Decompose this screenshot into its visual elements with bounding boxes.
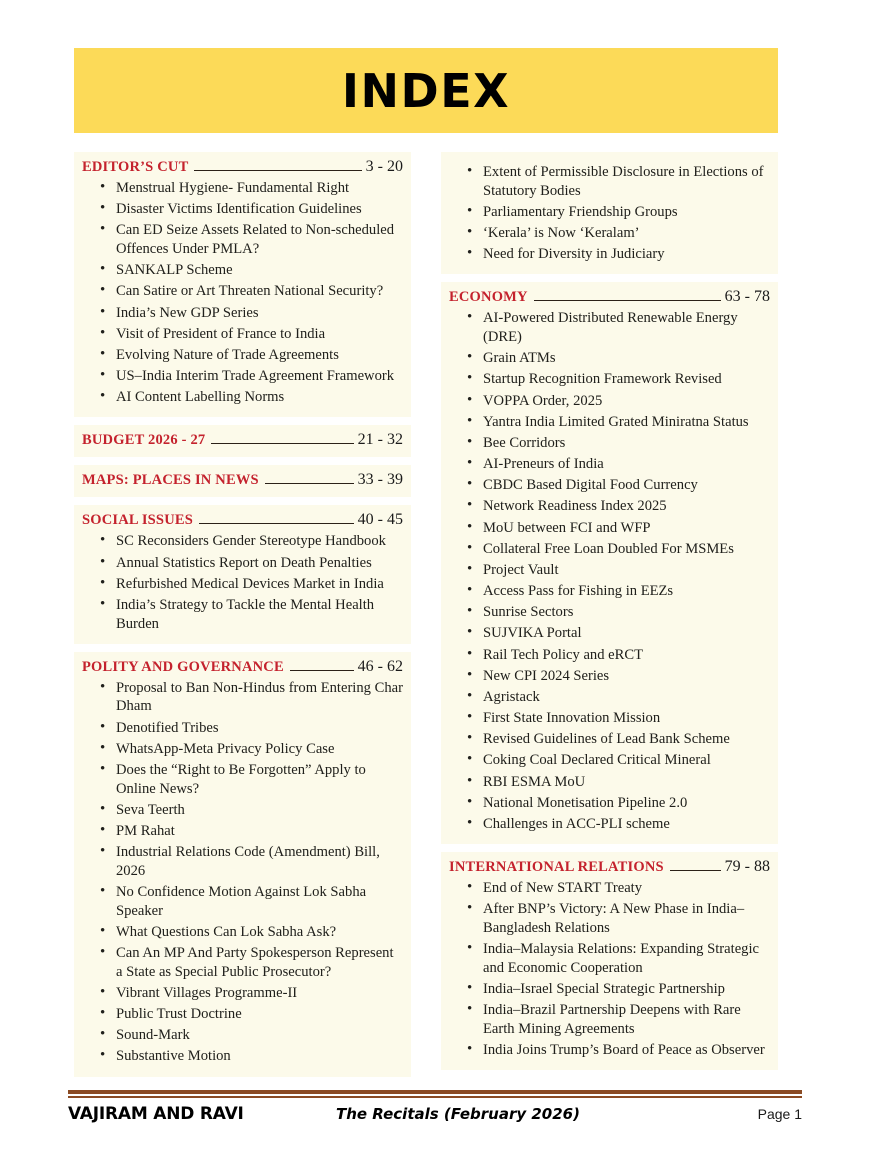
list-item[interactable]: • Refurbished Medical Devices Market in India bbox=[100, 575, 403, 594]
index-section bbox=[74, 465, 411, 497]
list-item[interactable]: • National Monetisation Pipeline 2.0 bbox=[467, 794, 770, 813]
list-item[interactable]: • Sunrise Sectors bbox=[467, 603, 770, 622]
index-section bbox=[441, 282, 778, 844]
list-item[interactable]: • Disaster Victims Identification Guidelines bbox=[100, 200, 403, 219]
list-item[interactable]: • Does the “Right to Be Forgotten” Apply to Online News? bbox=[100, 761, 403, 798]
list-item[interactable]: • Menstrual Hygiene- Fundamental Right bbox=[100, 179, 403, 198]
section-header[interactable] bbox=[82, 158, 403, 176]
section-page-range: 40 - 45 bbox=[357, 511, 403, 529]
list-item[interactable]: • Can Satire or Art Threaten National Security? bbox=[100, 282, 403, 301]
list-item[interactable]: • First State Innovation Mission bbox=[467, 709, 770, 728]
index-section bbox=[74, 505, 411, 643]
list-item[interactable]: • Seva Teerth bbox=[100, 801, 403, 820]
leader-rule bbox=[199, 523, 354, 524]
list-item[interactable]: • MoU between FCI and WFP bbox=[467, 519, 770, 538]
list-item[interactable]: • PM Rahat bbox=[100, 822, 403, 841]
section-page-range: 21 - 32 bbox=[357, 431, 403, 449]
list-item[interactable]: • ‘Kerala’ is Now ‘Keralam’ bbox=[467, 224, 770, 243]
list-item[interactable]: • Visit of President of France to India bbox=[100, 325, 403, 344]
section-page-range: 63 - 78 bbox=[724, 288, 770, 306]
section-title: EDITOR’S CUT bbox=[82, 159, 189, 175]
list-item[interactable]: • Bee Corridors bbox=[467, 434, 770, 453]
list-item[interactable]: • Can ED Seize Assets Related to Non-scheduled Offences Under PMLA? bbox=[100, 221, 403, 258]
footer-page-number: Page 1 bbox=[757, 1106, 802, 1122]
footer-rule-thin bbox=[68, 1096, 802, 1098]
list-item[interactable]: • What Questions Can Lok Sabha Ask? bbox=[100, 923, 403, 942]
list-item[interactable]: • CBDC Based Digital Food Currency bbox=[467, 476, 770, 495]
list-item[interactable]: • Coking Coal Declared Critical Mineral bbox=[467, 751, 770, 770]
list-item[interactable]: • Collateral Free Loan Doubled For MSMEs bbox=[467, 540, 770, 559]
list-item[interactable]: • SANKALP Scheme bbox=[100, 261, 403, 280]
section-page-range: 46 - 62 bbox=[357, 657, 403, 675]
list-item[interactable]: • Annual Statistics Report on Death Penalties bbox=[100, 554, 403, 573]
list-item[interactable]: • After BNP’s Victory: A New Phase in India–Bangladesh Relations bbox=[467, 900, 770, 937]
list-item[interactable]: • No Confidence Motion Against Lok Sabha Speaker bbox=[100, 883, 403, 920]
section-page-range: 3 - 20 bbox=[365, 158, 403, 175]
section-item-list bbox=[449, 309, 770, 833]
list-item[interactable]: • AI Content Labelling Norms bbox=[100, 388, 403, 407]
section-item-list bbox=[449, 163, 770, 264]
index-columns bbox=[74, 152, 778, 1077]
section-item-list bbox=[82, 532, 403, 633]
leader-rule bbox=[211, 443, 353, 444]
section-title: SOCIAL ISSUES bbox=[82, 512, 194, 529]
list-item[interactable]: • SUJVIKA Portal bbox=[467, 624, 770, 643]
list-item[interactable]: • AI-Powered Distributed Renewable Energy (DRE) bbox=[467, 309, 770, 346]
list-item[interactable]: • India’s Strategy to Tackle the Mental Health Burden bbox=[100, 596, 403, 633]
footer-publication: The Recitals (February 2026) bbox=[336, 1105, 580, 1123]
leader-rule bbox=[290, 670, 354, 671]
section-title: BUDGET 2026 - 27 bbox=[82, 432, 206, 449]
list-item[interactable]: • India Joins Trump’s Board of Peace as Observer bbox=[467, 1041, 770, 1060]
list-item[interactable]: • Project Vault bbox=[467, 561, 770, 580]
right-column bbox=[441, 152, 778, 1070]
list-item[interactable]: • Need for Diversity in Judiciary bbox=[467, 245, 770, 264]
section-header[interactable] bbox=[82, 658, 403, 676]
list-item[interactable]: • India–Brazil Partnership Deepens with Rare Earth Mining Agreements bbox=[467, 1001, 770, 1038]
section-title: INTERNATIONAL RELATIONS bbox=[449, 859, 664, 876]
section-header[interactable] bbox=[449, 858, 770, 876]
section-header[interactable] bbox=[82, 471, 403, 489]
list-item[interactable]: • Vibrant Villages Programme-II bbox=[100, 984, 403, 1003]
list-item[interactable]: • Startup Recognition Framework Revised bbox=[467, 370, 770, 389]
section-page-range: 33 - 39 bbox=[357, 471, 403, 489]
page-title: INDEX bbox=[341, 63, 511, 118]
list-item[interactable]: • Proposal to Ban Non-Hindus from Entering Char Dham bbox=[100, 679, 403, 716]
list-item[interactable]: • Extent of Permissible Disclosure in Elections of Statutory Bodies bbox=[467, 163, 770, 200]
section-item-list bbox=[449, 879, 770, 1060]
section-title: MAPS: PLACES IN NEWS bbox=[82, 472, 259, 489]
list-item[interactable]: • New CPI 2024 Series bbox=[467, 667, 770, 686]
section-title: POLITY AND GOVERNANCE bbox=[82, 658, 284, 675]
list-item[interactable]: • Access Pass for Fishing in EEZs bbox=[467, 582, 770, 601]
list-item[interactable]: • RBI ESMA MoU bbox=[467, 773, 770, 792]
list-item[interactable]: • Public Trust Doctrine bbox=[100, 1005, 403, 1024]
list-item[interactable]: • Yantra India Limited Grated Miniratna Status bbox=[467, 413, 770, 432]
list-item[interactable]: • Grain ATMs bbox=[467, 349, 770, 368]
list-item[interactable]: • Industrial Relations Code (Amendment) Bill, 2026 bbox=[100, 843, 403, 880]
list-item[interactable]: • Denotified Tribes bbox=[100, 719, 403, 738]
section-header[interactable] bbox=[449, 288, 770, 306]
list-item[interactable]: • India’s New GDP Series bbox=[100, 304, 403, 323]
list-item[interactable]: • AI-Preneurs of India bbox=[467, 455, 770, 474]
list-item[interactable]: • Network Readiness Index 2025 bbox=[467, 497, 770, 516]
list-item[interactable]: • Substantive Motion bbox=[100, 1047, 403, 1066]
list-item[interactable]: • WhatsApp-Meta Privacy Policy Case bbox=[100, 740, 403, 759]
section-page-range: 79 - 88 bbox=[724, 858, 770, 876]
left-column bbox=[74, 152, 411, 1077]
list-item[interactable]: • US–India Interim Trade Agreement Framework bbox=[100, 367, 403, 386]
list-item[interactable]: • SC Reconsiders Gender Stereotype Handbook bbox=[100, 532, 403, 551]
index-section-continued bbox=[441, 152, 778, 274]
footer-divider bbox=[68, 1090, 802, 1098]
list-item[interactable]: • India–Israel Special Strategic Partnership bbox=[467, 980, 770, 999]
footer-brand: VAJIRAM AND RAVI bbox=[68, 1104, 244, 1124]
leader-rule bbox=[534, 300, 721, 301]
index-section bbox=[441, 852, 778, 1070]
list-item[interactable]: • Agristack bbox=[467, 688, 770, 707]
section-title: ECONOMY bbox=[449, 289, 528, 306]
list-item[interactable]: • Sound-Mark bbox=[100, 1026, 403, 1045]
list-item[interactable]: • Revised Guidelines of Lead Bank Scheme bbox=[467, 730, 770, 749]
index-banner bbox=[74, 48, 778, 133]
list-item[interactable]: • VOPPA Order, 2025 bbox=[467, 392, 770, 411]
index-section bbox=[74, 425, 411, 457]
section-item-list bbox=[82, 679, 403, 1066]
section-item-list bbox=[82, 179, 403, 407]
page-footer bbox=[68, 1104, 802, 1124]
section-header[interactable] bbox=[82, 511, 403, 529]
section-header[interactable] bbox=[82, 431, 403, 449]
list-item[interactable]: • Can An MP And Party Spokesperson Represent a State as Special Public Prosecutor? bbox=[100, 944, 403, 981]
list-item[interactable]: • End of New START Treaty bbox=[467, 879, 770, 898]
list-item[interactable]: • Evolving Nature of Trade Agreements bbox=[100, 346, 403, 365]
list-item[interactable]: • Rail Tech Policy and eRCT bbox=[467, 646, 770, 665]
leader-rule bbox=[265, 483, 354, 484]
leader-rule bbox=[670, 870, 721, 871]
index-section bbox=[74, 152, 411, 417]
list-item[interactable]: • Challenges in ACC-PLI scheme bbox=[467, 815, 770, 834]
list-item[interactable]: • Parliamentary Friendship Groups bbox=[467, 203, 770, 222]
leader-rule bbox=[194, 170, 361, 171]
list-item[interactable]: • India–Malaysia Relations: Expanding Strategic and Economic Cooperation bbox=[467, 940, 770, 977]
index-section bbox=[74, 652, 411, 1077]
